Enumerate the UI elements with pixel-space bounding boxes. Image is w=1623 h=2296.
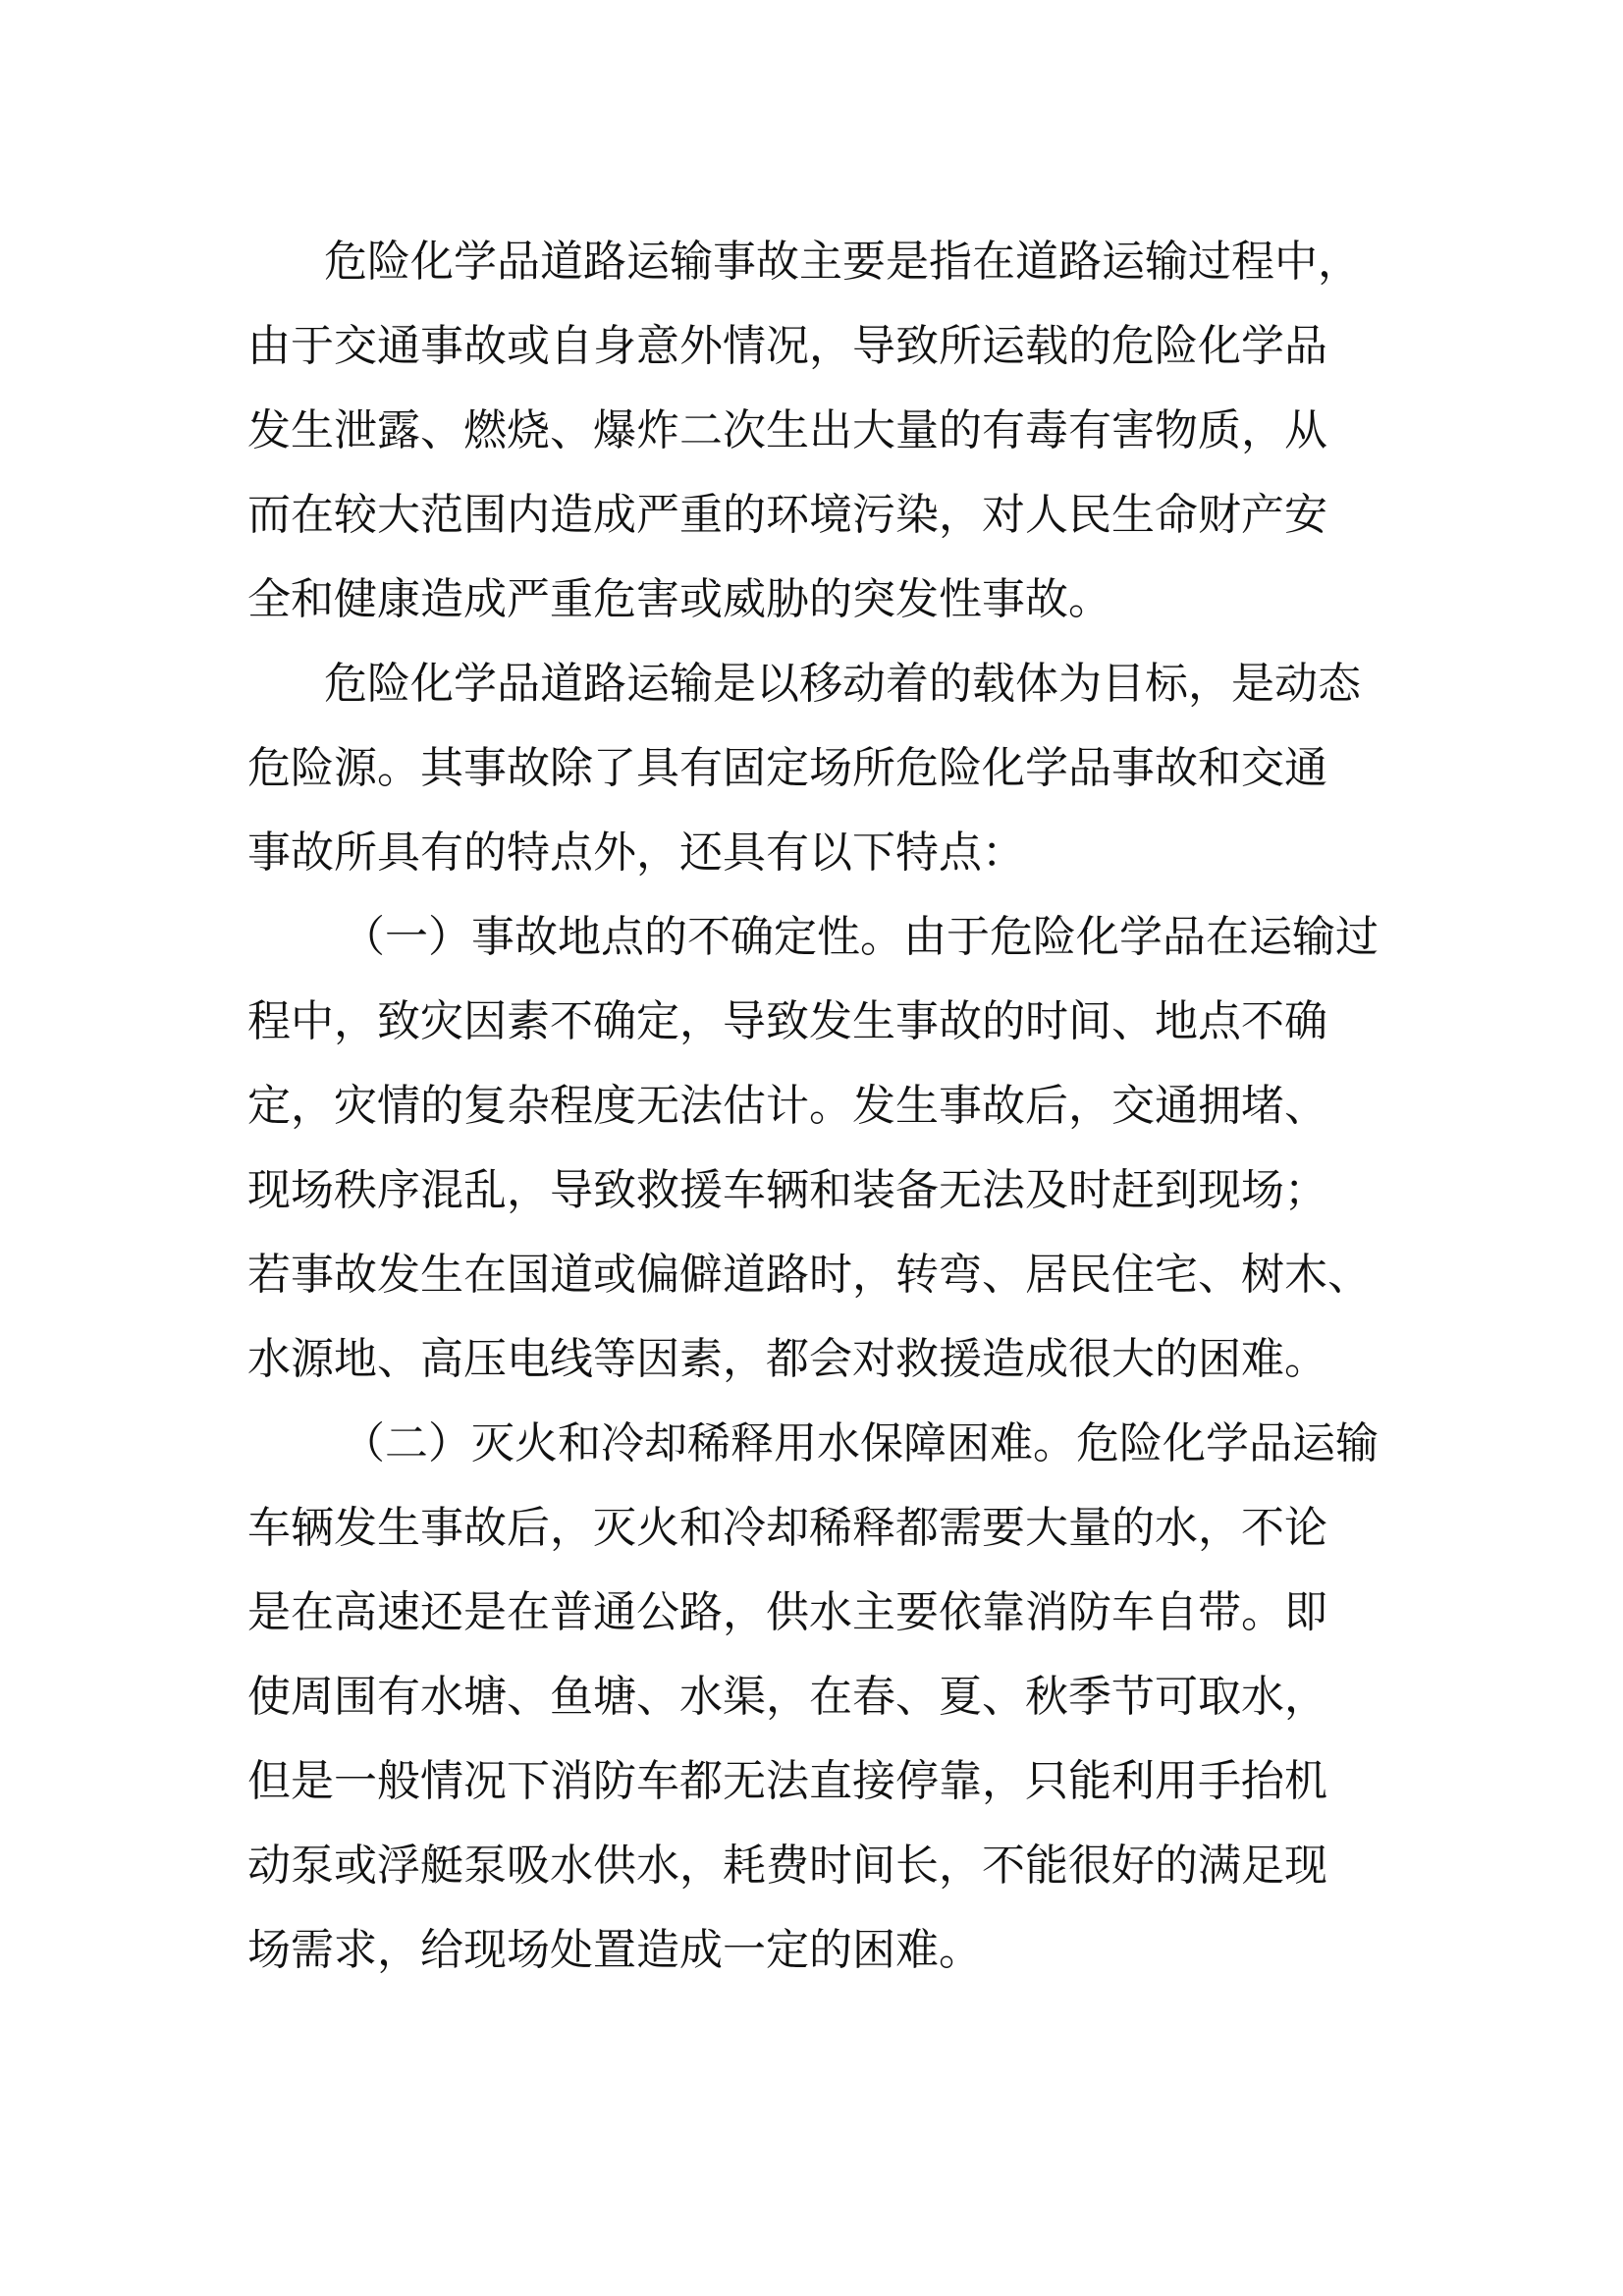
- text-line: 水源地、高压电线等因素，都会对救援造成很大的困难。: [247, 1334, 1327, 1384]
- text-line: （二）灭火和冷却稀释用水保障困难。危险化学品运输: [342, 1418, 1379, 1468]
- text-line: 危险化学品道路运输事故主要是指在道路运输过程中，: [324, 237, 1361, 287]
- text-line: 定，灾情的复杂程度无法估计。发生事故后，交通拥堵、: [247, 1081, 1327, 1131]
- text-line: 而在较大范围内造成严重的环境污染，对人民生命财产安: [247, 490, 1327, 540]
- document-body: [247, 220, 1377, 1993]
- text-line: 但是一般情况下消防车都无法直接停靠，只能利用手抬机: [247, 1756, 1327, 1806]
- paragraph-dynamic-hazard: [247, 642, 1377, 895]
- text-line: （一）事故地点的不确定性。由于危险化学品在运输过: [342, 912, 1379, 962]
- text-line: 事故所具有的特点外，还具有以下特点：: [247, 828, 1025, 878]
- text-line: 发生泄露、燃烧、爆炸二次生出大量的有毒有害物质，从: [247, 405, 1327, 455]
- text-line: 全和健康造成严重危害或威胁的突发性事故。: [247, 574, 1111, 624]
- text-line: 危险源。其事故除了具有固定场所危险化学品事故和交通: [247, 743, 1327, 793]
- text-line: 若事故发生在国道或偏僻道路时，转弯、居民住宅、树木、: [247, 1250, 1371, 1300]
- text-line: 车辆发生事故后，灭火和冷却稀释都需要大量的水，不论: [247, 1503, 1327, 1553]
- text-line: 动泵或浮艇泵吸水供水，耗费时间长，不能很好的满足现: [247, 1841, 1327, 1891]
- text-line: 现场秩序混乱，导致救援车辆和装备无法及时赶到现场；: [247, 1165, 1327, 1215]
- paragraph-accident-definition: [247, 220, 1377, 642]
- paragraph-feature-one: [247, 895, 1377, 1402]
- text-line: 由于交通事故或自身意外情况，导致所运载的危险化学品: [247, 321, 1327, 371]
- text-line: 危险化学品道路运输是以移动着的载体为目标，是动态: [324, 659, 1361, 709]
- text-line: 场需求，给现场处置造成一定的困难。: [247, 1925, 982, 1975]
- text-line: 是在高速还是在普通公路，供水主要依靠消防车自带。即: [247, 1587, 1327, 1637]
- text-line: 程中，致灾因素不确定，导致发生事故的时间、地点不确: [247, 996, 1327, 1046]
- text-line: 使周围有水塘、鱼塘、水渠，在春、夏、秋季节可取水，: [247, 1672, 1327, 1722]
- paragraph-feature-two: [247, 1402, 1377, 1993]
